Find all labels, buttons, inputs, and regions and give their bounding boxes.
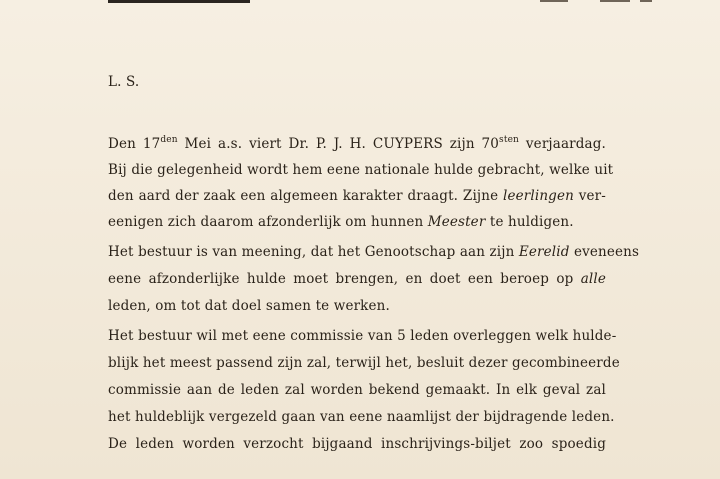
line-text: eene afzonderlijke hulde moet brengen, en doet een beroep op [108,271,581,287]
line-text: Mei a.s. viert Dr. P. J. H. CUYPERS zijn 70 [177,136,500,152]
letter-line-4 [108,214,574,230]
italic-text: Eerelid [518,244,570,260]
italic-text: leerlingen [503,188,574,204]
line-text: Het bestuur is van meening, dat het Genootschap aan zijn [108,244,519,260]
line-text: te huldigen. [485,214,574,230]
line-text: ver- [573,188,606,204]
letter-line-10: commissie aan de leden zal worden bekend gemaakt. In elk geval zal [108,382,606,398]
top-ink-marks [540,0,660,3]
line-text: eenigen zich daarom afzonderlijk om hunnen [108,214,428,230]
line-text: Den 17 [108,136,161,152]
letter-line-9: blijk het meest passend zijn zal, terwijl het, besluit dezer gecombineerde [108,355,620,371]
line-text: eveneens [569,244,640,260]
letter-line-12: De leden worden verzocht bijgaand inschrijvings-biljet zoo spoedig [108,436,606,452]
letter-line-6 [108,271,606,287]
letter-line-1 [108,136,606,152]
italic-text: alle [580,271,606,287]
top-rule [108,0,250,3]
line-text: verjaardag. [519,136,606,152]
line-text: den aard der zaak een algemeen karakter draagt. Zijne [108,188,504,204]
letter-line-5 [108,244,640,260]
letter-line-2: Bij die gelegenheid wordt hem eene nationale hulde gebracht, welke uit [108,162,614,178]
italic-text: Meester [427,214,486,230]
superscript: den [160,135,178,145]
superscript: sten [499,135,520,145]
letter-line-3 [108,188,606,204]
letter-line-7: leden, om tot dat doel samen te werken. [108,298,390,314]
letter-line-8: Het bestuur wil met eene commissie van 5 leden overleggen welk hulde- [108,328,617,344]
letter-line-11: het huldeblijk vergezeld gaan van eene naamlijst der bijdragende leden. [108,409,615,425]
salutation: L. S. [108,74,140,90]
